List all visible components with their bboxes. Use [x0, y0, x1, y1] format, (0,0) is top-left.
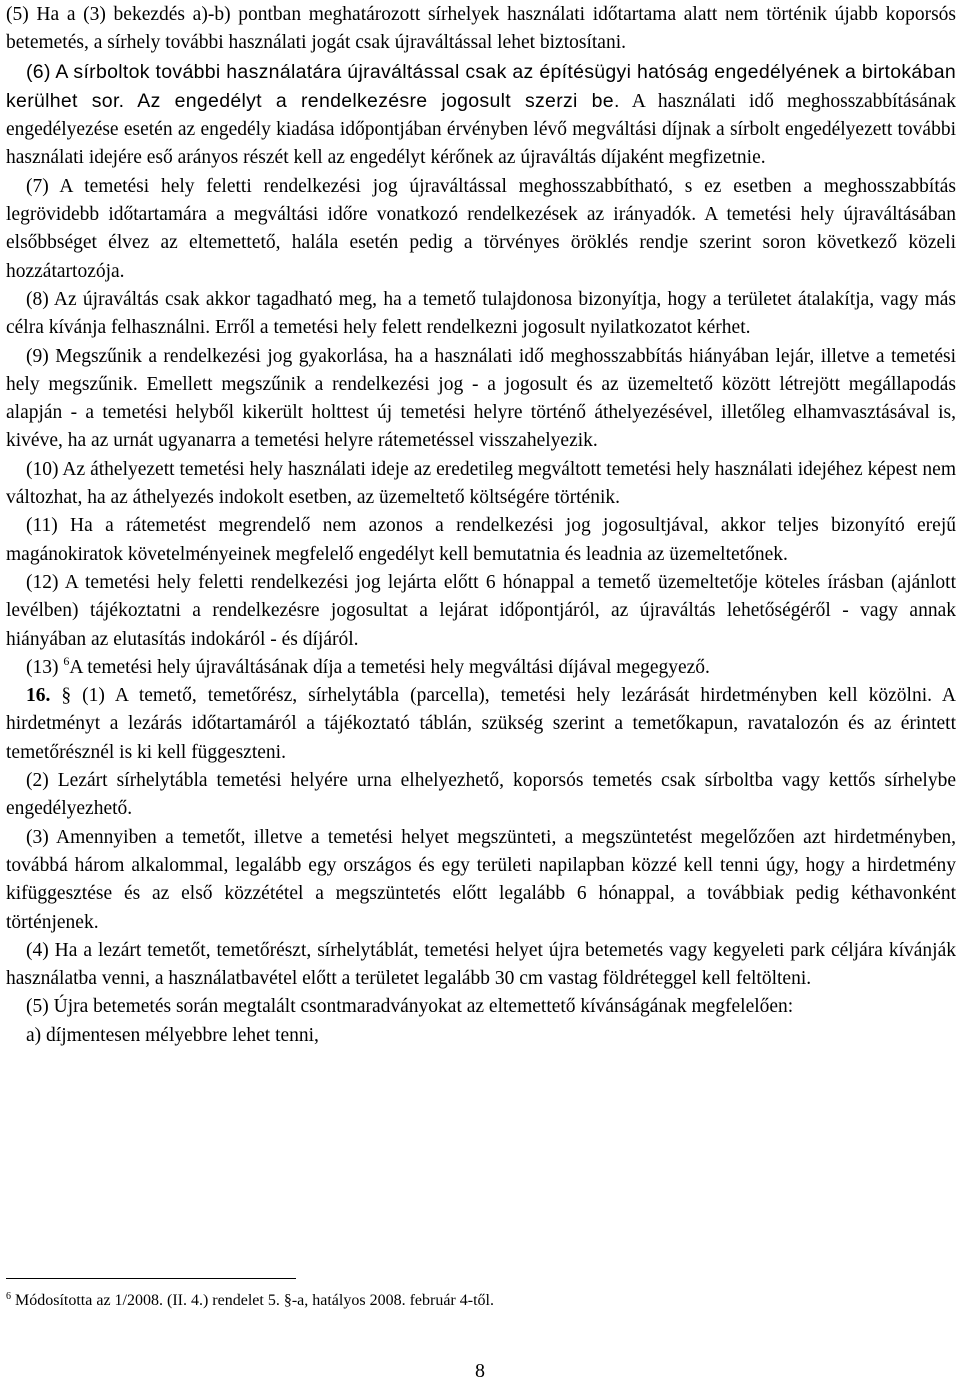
paragraph-13-prefix: (13): [26, 656, 64, 678]
paragraph-5: (5) Ha a (3) bekezdés a)-b) pontban meghatározott sírhelyek használati időtartama alatt nem történik újabb koporsós betemetés, a sírhely további használati jogát csak újraváltással lehet biztosítani.: [6, 4, 956, 54]
paragraph-6: [6, 58, 956, 173]
paragraph-11: (11) Ha a rátemetést megrendelő nem azonos a rendelkezési jog jogosultjával, akkor teljes bizonyító erejű magánokiratok követelményeinek megfelelő engedélyt kell bemutatnia és leadnia az üzemeltetőnek.: [6, 515, 956, 565]
paragraph-6-first-part: (6) A sírboltok további használatára újraváltással csak az építésügyi hatóság engedélyének a birtokában kerülhet sor. Az engedélyt a rendelkezésre jogosult szerzi be.: [6, 60, 956, 112]
paragraph-9: (9) Megszűnik a rendelkezési jog gyakorlása, ha a használati idő meghosszabbítás hiányában lejár, illetve a temetési hely megszűnik. Emellett megszűnik a rendelkezési jog - a jogosult és az üzemeltető között létrejött megállapodás alapján - a temetési helyből kikerült holttest új temetési helyre történő áthelyezésével, illetőleg elhamvasztásával is, kivéve, ha az urnát ugyanarra a temetési helyre rátemetéssel visszahelyezik.: [6, 345, 956, 452]
paragraph-13-text: A temetési hely újraváltásának díja a temetési hely megváltási díjával megegyező.: [69, 656, 710, 678]
paragraph-8: (8) Az újraváltás csak akkor tagadható meg, ha a temető tulajdonosa bizonyítja, hogy a területet átalakítja, vagy más célra kívánja felhasználni. Erről a temetési hely felett rendelkezni jogosult nyilatkozatot kérhet.: [6, 288, 956, 339]
paragraph-10: (10) Az áthelyezett temetési hely használati ideje az eredetileg megváltott temetési hely használati idejéhez képest nem változhat, ha az áthelyezés indokolt esetben, az üzemeltető költségére történik.: [6, 458, 956, 509]
paragraph-7: (7) A temetési hely feletti rendelkezési jog újraváltással meghosszabbítható, s ez esetben a meghosszabbítás legrövidebb időtartamára a megváltási időre vonatkozó rendelkezések az irányadók. A temetési hely újraváltásában elsőbbséget élvez az eltemettető, halála esetén pedig a törvényes öröklés rendje szerint soron következő közeli hozzátartozója.: [6, 175, 956, 282]
footnote: [6, 1291, 494, 1311]
section-16-1-text: (1) A temető, temetőrész, sírhelytábla (parcella), temetési hely lezárását hirdetményben kell közölni. A hirdetményt a lezárás időtartamáról a tájékoztató táblán, szükség szerint a temetőkapun, ravatalozón és az érintett temetőrésznél is ki kell függeszteni.: [6, 685, 957, 763]
footnote-reference[interactable]: 6: [63, 653, 70, 668]
page-number: 8: [475, 1360, 485, 1382]
footnote-number: 6: [6, 1291, 11, 1302]
footnote-separator: [6, 1278, 296, 1279]
section-16-paragraph-5a: a) díjmentesen mélyebbre lehet tenni,: [26, 1024, 319, 1046]
document-body: [6, 0, 956, 1050]
section-16-paragraph-2: (2) Lezárt sírhelytábla temetési helyére urna elhelyezhető, koporsós temetés csak sírboltba vagy kettős sírhelybe engedélyezhető.: [6, 770, 956, 820]
paragraph-12: (12) A temetési hely feletti rendelkezési jog lejárta előtt 6 hónappal a temető üzemeltetője köteles írásban (ajánlott levélben) tájékoztatni a rendelkezésre jogosultat a lejárat időpontjáról, az újraváltás lehetőségéről - vagy annak hiányában az elutasítás indokáról - és díjáról.: [6, 571, 956, 650]
paragraph-13: [6, 654, 956, 682]
footnote-text: Módosította az 1/2008. (II. 4.) rendelet 5. §-a, hatályos 2008. február 4-től.: [11, 1292, 494, 1309]
section-16-paragraph-4: (4) Ha a lezárt temetőt, temetőrészt, sírhelytáblát, temetési helyet újra betemetés vagy kegyeleti park céljára kívánják használatba venni, a használatbavétel előtt a területet legalább 30 cm vastag földréteggel kell feltölteni.: [6, 939, 956, 990]
section-16-paragraph-5: (5) Újra betemetés során megtalált csontmaradványokat az eltemettető kívánságának megfelelően:: [26, 996, 794, 1018]
section-symbol: §: [50, 685, 72, 707]
section-16-paragraph-3: (3) Amennyiben a temetőt, illetve a temetési helyet megszünteti, a megszüntetést megelőzően azt hirdetményben, továbbá három alkalommal, legalább egy országos és egy területi napilapban közzé kell tenni úgy, hogy a hirdetmény kifüggesztése és az első közzététel a megszüntetés előtt legalább 6 hónappal, a továbbiak pedig kéthavonként történjenek.: [6, 826, 956, 933]
paragraph-6-second-part: A használati idő meghosszabbításának engedélyezése esetén az engedély kiadása időpontjában érvényben lévő megváltási díjnak a sírbolt engedélyezett további használati idejére eső arányos részét kell az engedélyt kérőnek az újraváltás díjaként megfizetnie.: [6, 90, 956, 169]
section-number: 16.: [26, 685, 51, 707]
section-16-paragraph-1: [6, 682, 956, 767]
